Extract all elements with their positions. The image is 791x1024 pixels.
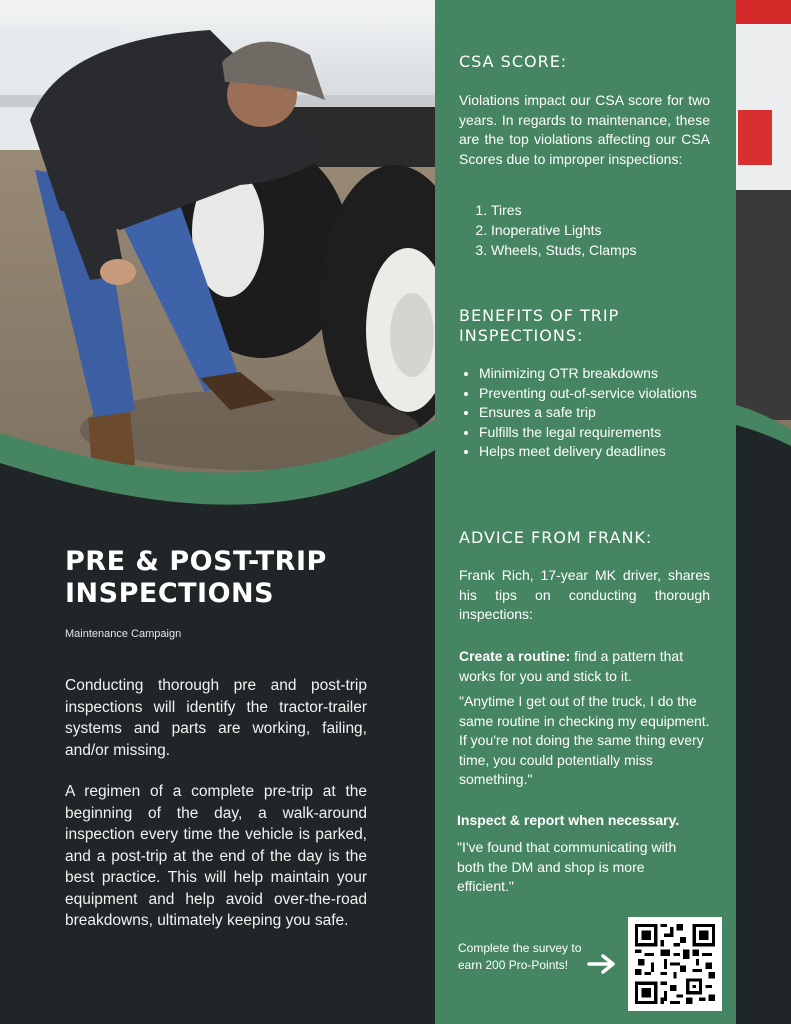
list-item: 3. Wheels, Studs, Clamps — [491, 240, 637, 260]
tip-inspect-report: Inspect & report when necessary. — [457, 812, 680, 828]
tip-text: find a pattern that works for you and stick to it. — [459, 648, 684, 684]
list-item: 2. Inoperative Lights — [491, 220, 637, 240]
title-line-1: PRE & POST-TRIP — [65, 546, 327, 577]
csa-heading: CSA SCORE: — [459, 52, 568, 71]
csa-text: Violations impact our CSA score for two years. In regards to maintenance, these are the top violations affecting our CSA Scores due to improper inspections: — [459, 92, 710, 167]
arrow-right-icon — [587, 952, 619, 976]
regimen-paragraph: A regimen of a complete pre-trip at the beginning of the day, a walk-around inspection every time the vehicle is parked, and a post-trip at the end of the day is the best practice. This will help maintain your equipment and help avoid over-the-road breakdowns, ultimately keeping you safe. — [65, 783, 367, 929]
subtitle: Maintenance Campaign — [65, 628, 182, 640]
list-item: 1. Tires — [491, 200, 637, 220]
tip-create-routine — [459, 647, 710, 686]
frank-intro: Frank Rich, 17-year MK driver, shares his tips on conducting thorough inspections: — [459, 567, 710, 622]
list-item: • Fulfills the legal requirements — [479, 423, 729, 443]
survey-callout: Complete the survey to earn 200 Pro-Points! — [458, 941, 582, 972]
benefits-heading — [459, 306, 710, 346]
survey-qr-code[interactable] — [628, 917, 722, 1011]
list-item: • Minimizing OTR breakdowns — [479, 364, 729, 384]
intro-paragraph: Conducting thorough pre and post-trip inspections will identify the tractor-trailer systems and parts are working, failing, and/or missing. — [65, 677, 367, 759]
list-item: • Helps meet delivery deadlines — [479, 442, 729, 462]
title-line-2: INSPECTIONS — [65, 578, 275, 609]
frank-quote-routine: "Anytime I get out of the truck, I do the same routine in checking my equipment. If you're not doing the same thing every time, you could potentially miss something." — [459, 693, 710, 787]
qr-code-icon — [635, 924, 715, 1004]
list-item: • Preventing out-of-service violations — [479, 384, 729, 404]
violations-list — [459, 200, 637, 260]
advice-heading: ADVICE FROM FRANK: — [459, 528, 653, 547]
tip-title: Create a routine: — [459, 648, 571, 664]
benefits-heading-line-2: INSPECTIONS: — [459, 326, 584, 345]
list-item: • Ensures a safe trip — [479, 403, 729, 423]
benefits-heading-line-1: BENEFITS OF TRIP — [459, 306, 620, 325]
benefits-list — [459, 364, 729, 462]
frank-quote-report: "I've found that communicating with both the DM and shop is more efficient." — [457, 839, 677, 894]
page-title — [65, 546, 367, 610]
